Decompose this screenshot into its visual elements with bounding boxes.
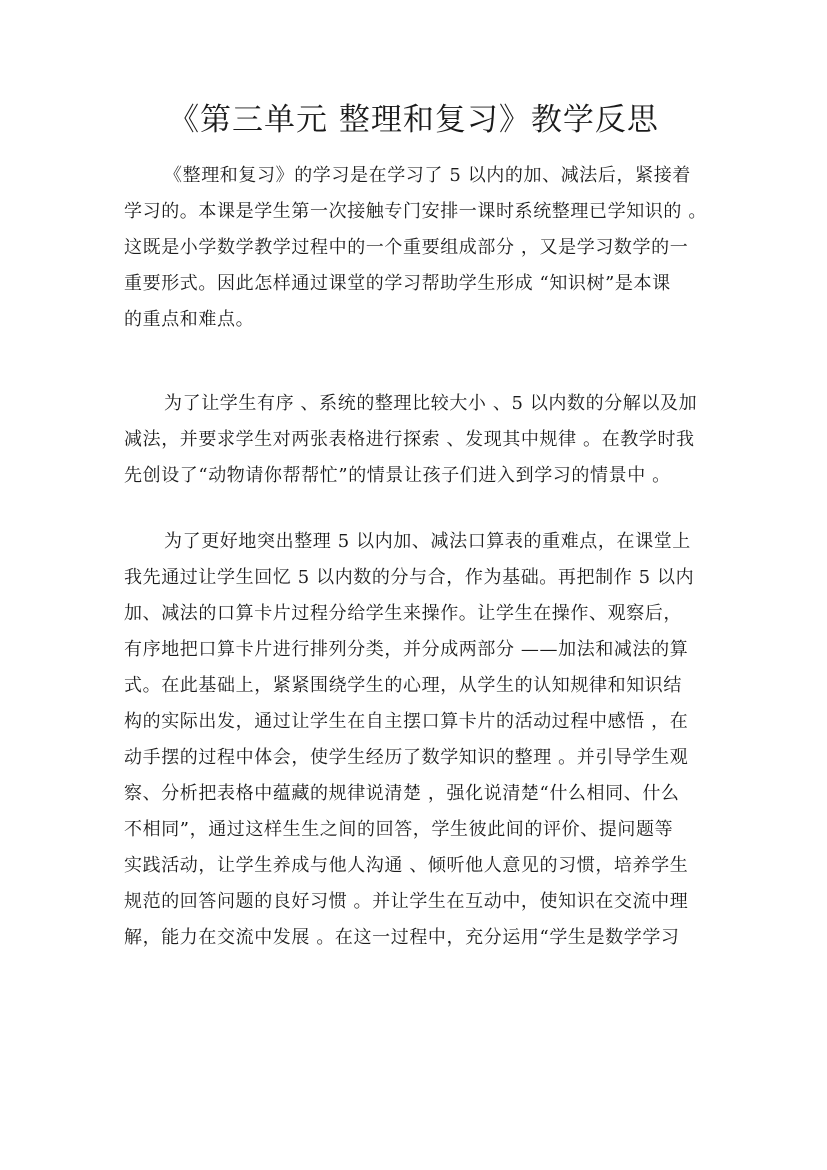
paragraph-line: 有序地把口算卡片进行排列分类，并分成两部分 ——加法和减法的算 <box>124 639 689 660</box>
paragraph-intro <box>124 158 710 338</box>
paragraph-line: 实践活动，让学生养成与他人沟通 、倾听他人意见的习惯，培养学生 <box>124 855 689 876</box>
paragraph-line: 式。在此基础上，紧紧围绕学生的心理，从学生的认知规律和知识结 <box>124 675 682 696</box>
paragraph-line: 不相同”，通过这样生生之间的回答，学生彼此间的评价、提问题等 <box>124 819 674 840</box>
paragraph-line: 察、分析把表格中蕴藏的规律说清楚 ，强化说清楚“什么相同、什么 <box>124 783 680 804</box>
paragraph-line: 减法，并要求学生对两张表格进行探索 、发现其中规律 。在教学时我 <box>124 429 695 450</box>
paragraph-line: 构的实际出发，通过让学生在自主摆口算卡片的活动过程中感悟 ，在 <box>124 711 689 732</box>
paragraph-line: 这既是小学数学教学过程中的一个重要组成部分 ，又是学习数学的一 <box>124 237 689 258</box>
paragraph-line: 解，能力在交流中发展 。在这一过程中，充分运用“学生是数学学习 <box>124 927 680 948</box>
paragraph-line: 规范的回答问题的良好习惯 。并让学生在互动中，使知识在交流中理 <box>124 891 689 912</box>
paragraph-line: 加、减法的口算卡片过程分给学生来操作。让学生在操作、观察后， <box>124 603 682 624</box>
paragraph-line: 为了更好地突出整理 5 以内加、减法口算表的重难点，在课堂上 <box>164 531 691 552</box>
paragraph-line: 学习的。本课是学生第一次接触专门安排一课时系统整理已学知识的 。 <box>124 201 707 222</box>
paragraph-process <box>124 524 710 956</box>
paragraph-method <box>124 386 710 494</box>
paragraph-line: 为了让学生有序 、系统的整理比较大小 、5 以内数的分解以及加 <box>164 393 698 414</box>
paragraph-line: 动手摆的过程中体会，使学生经历了数学知识的整理 。并引导学生观 <box>124 747 689 768</box>
paragraph-line: 《整理和复习》的学习是在学习了 5 以内的加、减法后，紧接着 <box>164 165 691 186</box>
paragraph-line: 的重点和难点。 <box>124 309 255 330</box>
paragraph-line: 先创设了“动物请你帮帮忙”的情景让孩子们进入到学习的情景中 。 <box>124 465 671 486</box>
document-title: 《第三单元 整理和复习》教学反思 <box>168 102 659 138</box>
paragraph-line: 我先通过让学生回忆 5 以内数的分与合，作为基础。再把制作 5 以内 <box>124 567 695 588</box>
paragraph-line: 重要形式。因此怎样通过课堂的学习帮助学生形成 “知识树”是本课 <box>124 273 671 294</box>
